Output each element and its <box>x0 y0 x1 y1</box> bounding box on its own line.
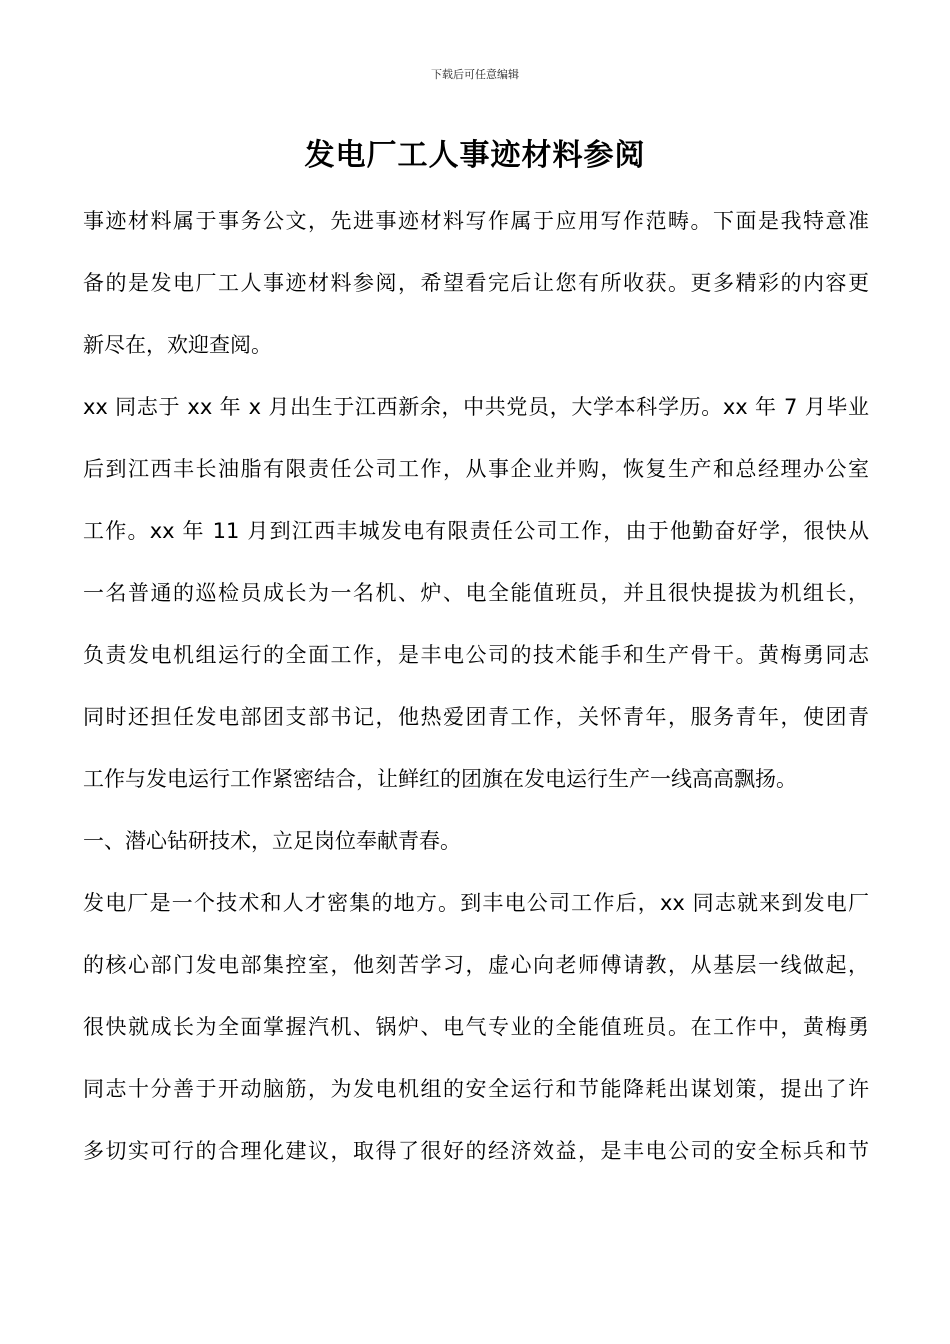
text-line: 负责发电机组运行的全面工作，是丰电公司的技术能手和生产骨干。黄梅勇同志 <box>83 643 869 667</box>
text-line: xx 同志于 xx 年 x 月出生于江西新余，中共党员，大学本科学历。xx 年 7 月毕业 <box>83 395 869 419</box>
text-line: 很快就成长为全面掌握汽机、锅炉、电气专业的全能值班员。在工作中，黄梅勇 <box>83 1015 869 1039</box>
text-line: 一名普通的巡检员成长为一名机、炉、电全能值班员，并且很快提拔为机组长， <box>83 581 869 605</box>
text-line: 一、潜心钻研技术，立足岗位奉献青春。 <box>83 829 461 853</box>
header-note: 下载后可任意编辑 <box>431 68 519 81</box>
text-line: 后到江西丰长油脂有限责任公司工作，从事企业并购，恢复生产和总经理办公室 <box>83 457 869 481</box>
text-line: 工作。xx 年 11 月到江西丰城发电有限责任公司工作，由于他勤奋好学，很快从 <box>83 519 869 543</box>
text-line: 新尽在，欢迎查阅。 <box>83 333 272 357</box>
text-line: 同时还担任发电部团支部书记，他热爱团青工作，关怀青年，服务青年，使团青 <box>83 705 869 729</box>
text-line: 备的是发电厂工人事迹材料参阅，希望看完后让您有所收获。更多精彩的内容更 <box>83 271 869 295</box>
text-line: 多切实可行的合理化建议，取得了很好的经济效益，是丰电公司的安全标兵和节 <box>83 1139 869 1163</box>
text-line: 的核心部门发电部集控室，他刻苦学习，虚心向老师傅请教，从基层一线做起， <box>83 953 869 977</box>
document-body <box>83 190 869 1182</box>
text-line: 事迹材料属于事务公文，先进事迹材料写作属于应用写作范畴。下面是我特意准 <box>83 209 869 233</box>
text-line: 同志十分善于开动脑筋，为发电机组的安全运行和节能降耗出谋划策，提出了许 <box>83 1077 869 1101</box>
text-line: 工作与发电运行工作紧密结合，让鲜红的团旗在发电运行生产一线高高飘扬。 <box>83 767 797 791</box>
text-line: 发电厂是一个技术和人才密集的地方。到丰电公司工作后，xx 同志就来到发电厂 <box>83 891 869 915</box>
document-title: 发电厂工人事迹材料参阅 <box>304 138 646 173</box>
